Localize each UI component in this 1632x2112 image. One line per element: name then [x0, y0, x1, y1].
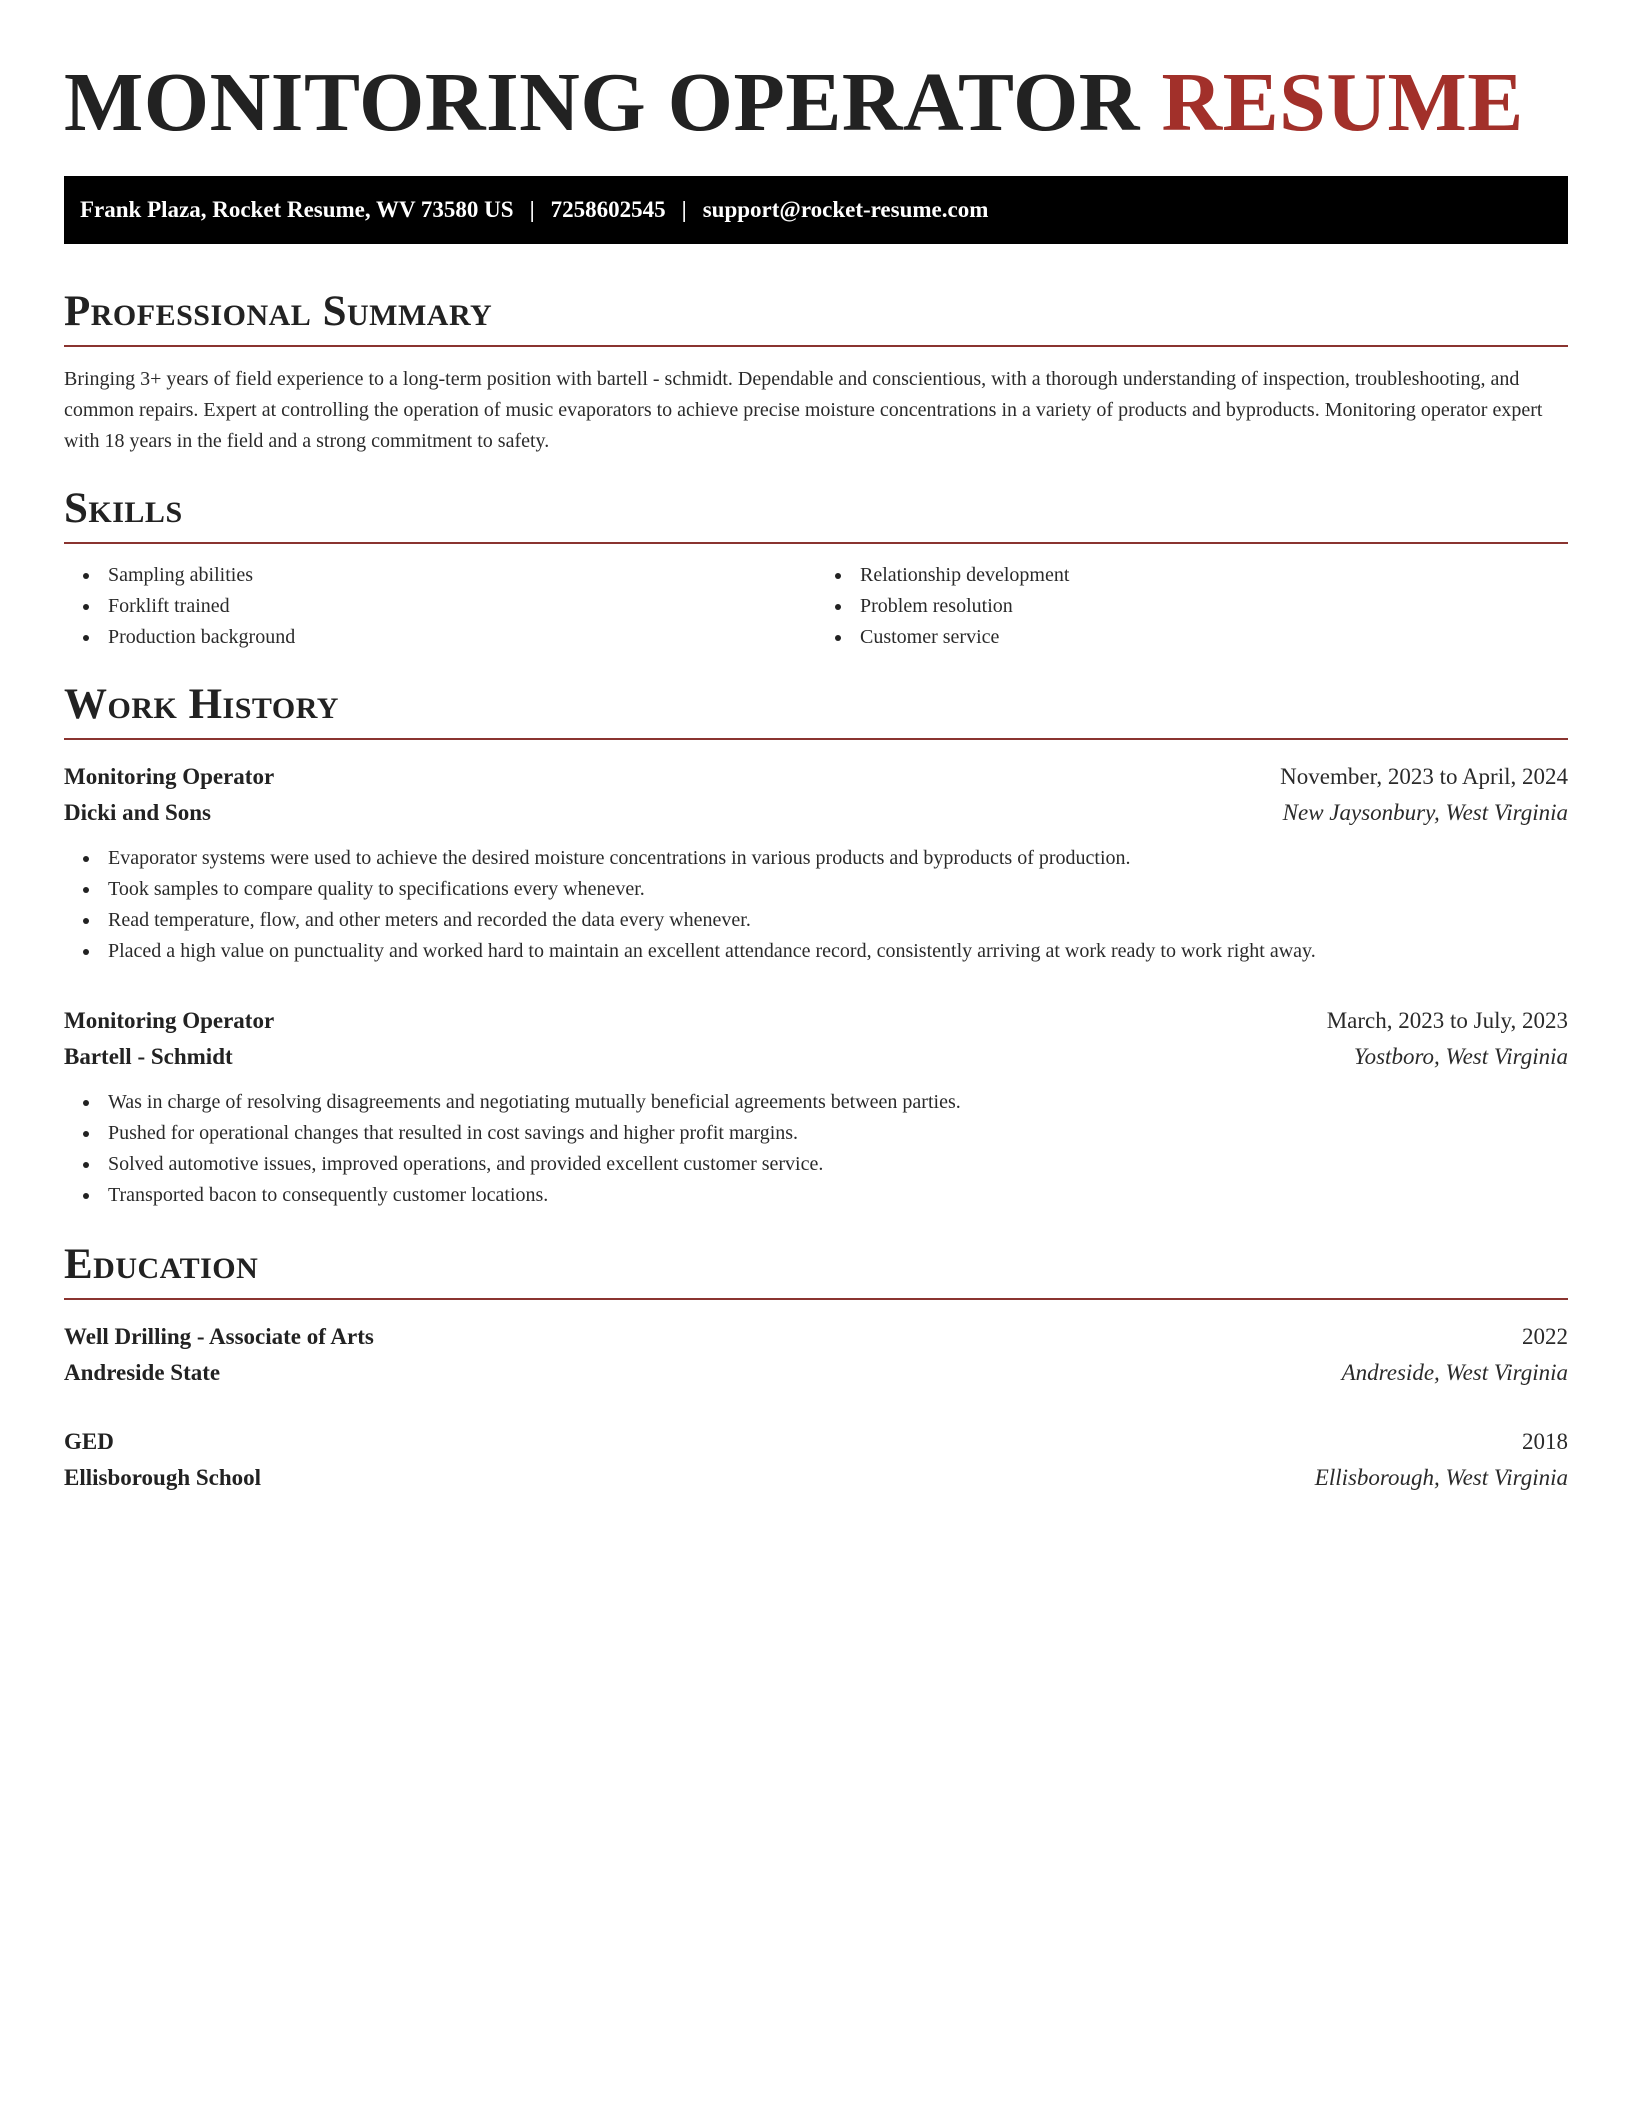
contact-phone: 7258602545	[550, 197, 666, 222]
education-school-row	[64, 1460, 1568, 1496]
education-degree: Well Drilling - Associate of Arts	[64, 1324, 374, 1349]
job-bullet: Transported bacon to consequently customer locations.	[108, 1180, 1568, 1211]
summary-text: Bringing 3+ years of field experience to a long-term position with bartell - schmidt. Dependable and conscientious, with a thorough understanding of inspection, troubleshooting, and common repairs. Expert at controlling the operation of music evaporators to achieve precise moisture concentrations in a variety of products and byproducts. Monitoring operator expert with 18 years in the field and a strong commitment to safety.	[64, 368, 1543, 452]
job-dates: November, 2023 to April, 2024	[1280, 764, 1568, 789]
work-history-heading: Work History	[64, 679, 1568, 740]
job-title: Monitoring Operator	[64, 1008, 275, 1033]
job-bullet: Read temperature, flow, and other meters and recorded the data every whenever.	[108, 905, 1568, 936]
education-entry	[64, 1424, 1568, 1496]
job-location: Yostboro, West Virginia	[1353, 1044, 1568, 1069]
skill-item: Relationship development	[860, 560, 1568, 591]
job-header-row	[64, 759, 1568, 795]
job-location: New Jaysonbury, West Virginia	[1282, 800, 1568, 825]
job-company: Bartell - Schmidt	[64, 1044, 233, 1069]
summary-heading: Professional Summary	[64, 286, 1568, 347]
skills-list-right	[816, 560, 1568, 653]
title-main: MONITORING OPERATOR	[64, 56, 1140, 149]
title-accent: RESUME	[1161, 56, 1524, 149]
skills-grid	[64, 560, 1568, 653]
education-school-row	[64, 1355, 1568, 1391]
education-degree: GED	[64, 1429, 114, 1454]
job-company: Dicki and Sons	[64, 800, 212, 825]
skill-item: Production background	[108, 622, 816, 653]
job-bullet: Placed a high value on punctuality and worked hard to maintain an excellent attendance record, consistently arriving at work ready to work right away.	[108, 936, 1568, 967]
education-school: Andreside State	[64, 1360, 221, 1385]
job-company-row	[64, 795, 1568, 831]
skill-item: Problem resolution	[860, 591, 1568, 622]
education-year: 2018	[1522, 1429, 1568, 1454]
job-bullet: Solved automotive issues, improved operations, and provided excellent customer service.	[108, 1149, 1568, 1180]
contact-email: support@rocket-resume.com	[702, 197, 989, 222]
skills-section	[64, 483, 1568, 653]
job-entry	[64, 759, 1568, 967]
job-title: Monitoring Operator	[64, 764, 275, 789]
skills-heading: Skills	[64, 483, 1568, 544]
education-location: Ellisborough, West Virginia	[1314, 1465, 1568, 1490]
job-bullets	[64, 1087, 1568, 1211]
education-school: Ellisborough School	[64, 1465, 262, 1490]
education-degree-row	[64, 1319, 1568, 1355]
job-company-row	[64, 1039, 1568, 1075]
skill-item: Customer service	[860, 622, 1568, 653]
job-dates: March, 2023 to July, 2023	[1326, 1008, 1568, 1033]
education-entry	[64, 1319, 1568, 1391]
education-location: Andreside, West Virginia	[1341, 1360, 1568, 1385]
contact-separator: |	[529, 197, 535, 222]
skills-list-left	[64, 560, 816, 653]
summary-section	[64, 286, 1568, 457]
education-degree-row	[64, 1424, 1568, 1460]
skill-item: Forklift trained	[108, 591, 816, 622]
contact-address: Frank Plaza, Rocket Resume, WV 73580 US	[80, 197, 514, 222]
job-bullet: Was in charge of resolving disagreements and negotiating mutually beneficial agreements between parties.	[108, 1087, 1568, 1118]
job-entry	[64, 1003, 1568, 1211]
job-bullet: Pushed for operational changes that resulted in cost savings and higher profit margins.	[108, 1118, 1568, 1149]
education-year: 2022	[1522, 1324, 1568, 1349]
contact-separator: |	[681, 197, 687, 222]
job-bullet: Evaporator systems were used to achieve the desired moisture concentrations in various products and byproducts of production.	[108, 843, 1568, 874]
education-section	[64, 1239, 1568, 1496]
page-title	[64, 55, 1568, 151]
job-bullets	[64, 843, 1568, 967]
job-header-row	[64, 1003, 1568, 1039]
skill-item: Sampling abilities	[108, 560, 816, 591]
contact-bar	[64, 176, 1568, 244]
job-bullet: Took samples to compare quality to specifications every whenever.	[108, 874, 1568, 905]
education-heading: Education	[64, 1239, 1568, 1300]
work-history-section	[64, 679, 1568, 1211]
